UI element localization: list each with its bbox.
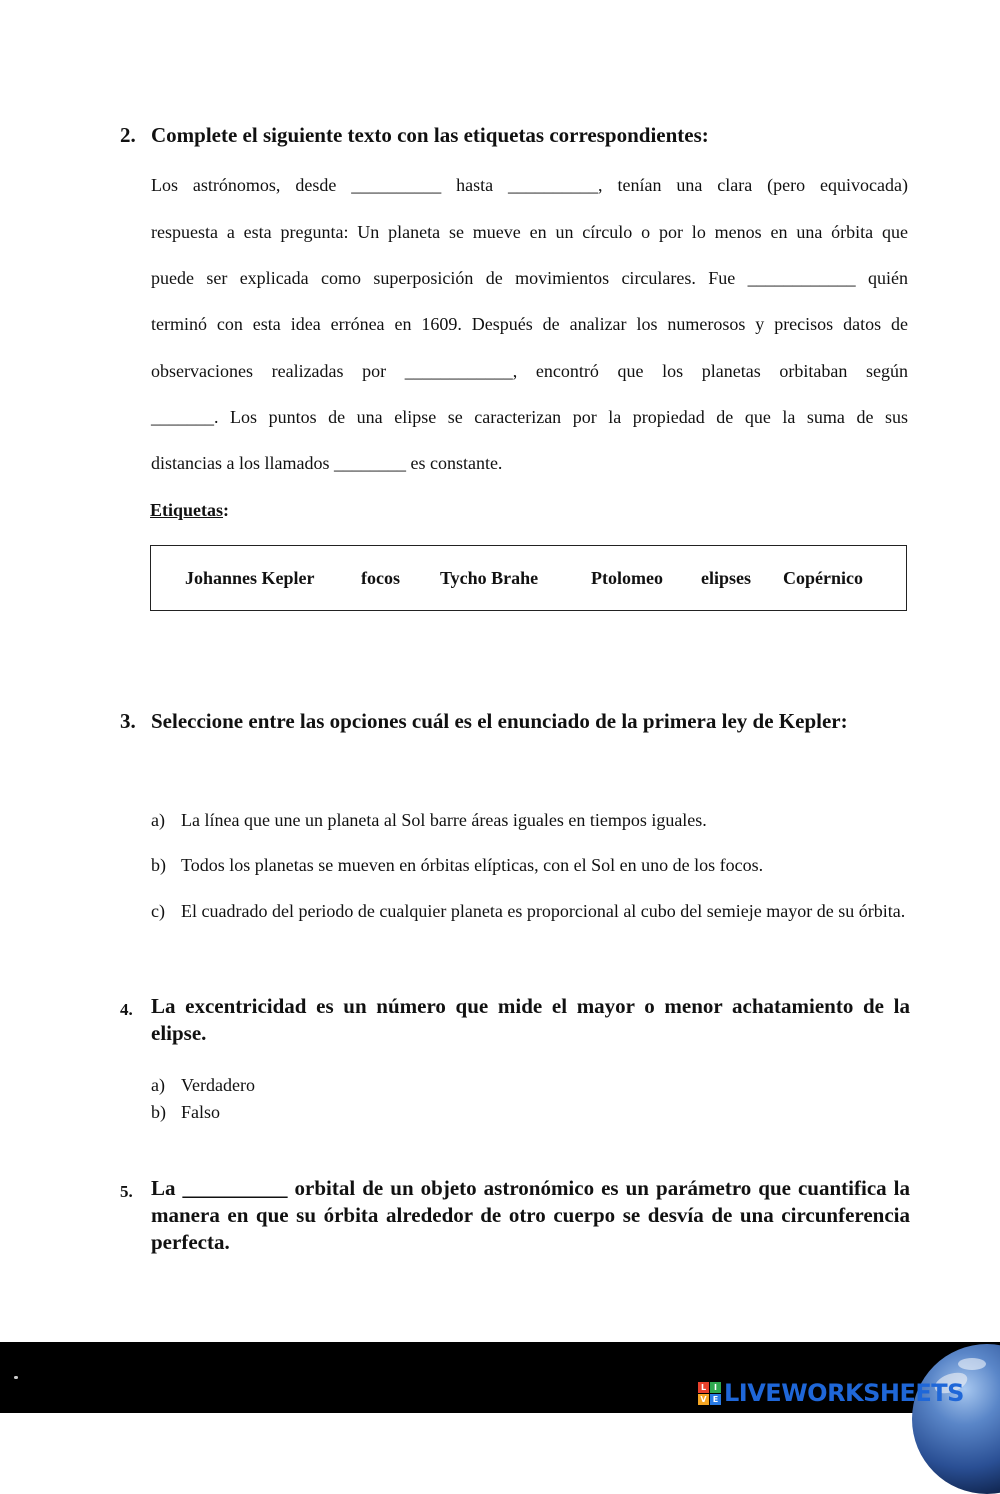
logo-letter: L [698, 1382, 709, 1393]
question-text: La excentricidad es un número que mide el mayor o menor achatamiento de la elipse. [151, 994, 910, 1045]
option-text: Verdadero [181, 1075, 255, 1095]
question-text: La __________ orbital de un objeto astronómico es un parámetro que cuantifica la manera en que su órbita alrededor de otro cuerpo se desvía de una circunferencia perfecta. [151, 1176, 910, 1254]
q3-option-b[interactable] [151, 853, 908, 877]
option-letter: a) [151, 810, 165, 830]
label-ptolomeo[interactable]: Ptolomeo [591, 568, 663, 588]
logo-letter: E [710, 1394, 721, 1405]
logo-letter: I [710, 1382, 721, 1393]
labels-box [150, 545, 907, 611]
option-letter: a) [151, 1075, 165, 1095]
liveworksheets-logo[interactable] [698, 1380, 964, 1406]
question-number: 3. [120, 709, 136, 733]
labels-title: Etiquetas: [150, 500, 230, 520]
paragraph-line: observaciones realizadas por ____________, encontró que los planetas orbitaban según [151, 361, 908, 381]
q4-option-b[interactable] [151, 1100, 908, 1124]
q3-option-c[interactable] [151, 899, 908, 923]
question-4-heading [120, 993, 910, 1047]
option-letter: b) [151, 855, 166, 875]
paragraph-line: Los astrónomos, desde __________ hasta __________, tenían una clara (pero equivocada) [151, 175, 908, 195]
option-letter: c) [151, 901, 165, 921]
label-elipses[interactable]: elipses [701, 568, 752, 588]
q4-option-a[interactable] [151, 1073, 908, 1097]
paragraph-line: _______. Los puntos de una elipse se caracterizan por la propiedad de que la suma de sus [151, 407, 908, 427]
option-text: La línea que une un planeta al Sol barre áreas iguales en tiempos iguales. [181, 810, 707, 830]
q3-option-a[interactable] [151, 808, 908, 832]
paragraph-line: respuesta a esta pregunta: Un planeta se mueve en un círculo o por lo menos en una órbita que [151, 222, 908, 242]
label-focos[interactable]: focos [361, 568, 400, 588]
label-copernico[interactable]: Copérnico [783, 568, 863, 588]
question-number: 4. [120, 1000, 133, 1019]
question-2-heading [120, 122, 910, 149]
question-5-heading [120, 1175, 910, 1256]
footer-bar [0, 1342, 1000, 1413]
question-number: 5. [120, 1182, 133, 1201]
option-letter: b) [151, 1102, 166, 1122]
label-tycho-brahe[interactable]: Tycho Brahe [440, 568, 539, 588]
paragraph-line: terminó con esta idea errónea en 1609. Después de analizar los numerosos y precisos datos de [151, 314, 908, 334]
paragraph-line: puede ser explicada como superposición de movimientos circulares. Fue ____________ quién [151, 268, 908, 288]
option-text: El cuadrado del periodo de cualquier planeta es proporcional al cubo del semieje mayor de su órbita. [181, 901, 906, 921]
question-3-heading [120, 708, 910, 735]
globe-icon [912, 1344, 1000, 1494]
question-text: Complete el siguiente texto con las etiquetas correspondientes: [151, 123, 709, 147]
label-johannes-kepler[interactable]: Johannes Kepler [185, 568, 315, 588]
question-number: 2. [120, 123, 136, 147]
paragraph-line: distancias a los llamados ________ es constante. [151, 453, 503, 473]
option-text: Falso [181, 1102, 221, 1122]
option-text: Todos los planetas se mueven en órbitas elípticas, con el Sol en uno de los focos. [181, 855, 764, 875]
logo-icon [698, 1382, 721, 1405]
logo-letter: V [698, 1394, 709, 1405]
question-text: Seleccione entre las opciones cuál es el enunciado de la primera ley de Kepler: [151, 709, 848, 733]
footer-dot [14, 1376, 18, 1379]
brand-name: LIVEWORKSHEETS [724, 1379, 964, 1407]
